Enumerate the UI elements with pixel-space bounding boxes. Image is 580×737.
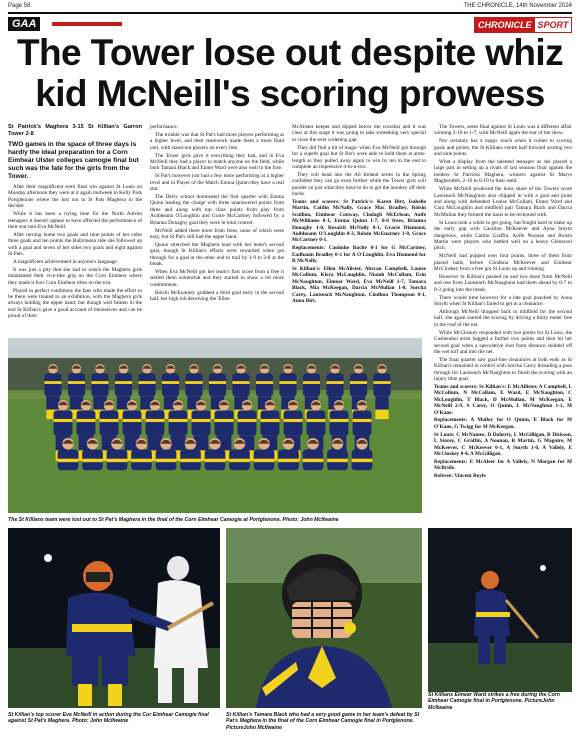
paragraph: The Towers, seem final against St Louis was a different affair winning 3-10 to 1-7, with McNeill again the star of the show. — [434, 124, 572, 137]
paragraph: While McNeill produced the lions share of the Towers score Laoiseach McNaughton also chipped in with a goal and point and along with defenders Louise McCollam, Eimer Ward and Cara McLoughlin and midfield pair Tamara Black and Darcia McMullan they formed the basis to be reckoned with. — [434, 186, 572, 218]
paragraph: When Eva McNeill got her team's first score from a free it settled them somewhat and they started to show a bit more commitment. — [150, 269, 284, 288]
team-photo-image — [8, 338, 422, 513]
section-row — [8, 16, 572, 32]
team-list-st-killians: St Killian's: Ellen McAlister, Abrcan Campbell, Louise McCollum, Kiera McLaughlin, Niamh McCollam, Erin McNaughton, Eimear Ward, Eva McNeill 1-7, Tamara Black, Mia McKeegan, Darcia McMullan 1-0, Sorcha Carey, Laoiseach McNaughton, Clodhna Thompson 0-1, Anna Birt. — [292, 266, 426, 305]
replacements-st-louis: Replacements: E McAleer for A Vallely, N Morgan for M McBride. — [434, 458, 572, 472]
paragraph: McAlister keeper and dipped below the crossbar and it was clear at this stage it was going to take something very special to close the ever widening gap. — [292, 124, 426, 143]
paragraph: St Pat's however just had a few more performing at a higher level and in Player of the Match Emma Quinn they have a real star. — [150, 173, 284, 193]
article-columns — [8, 124, 572, 480]
paragraph: While McCloskey responded with two points for St Louis, the Cushendun artist bagged a further two points and then hit her second goal when a speculative shot from distance skidded off the wet turf and into the net. — [434, 329, 572, 355]
paragraph: After their magnificent semi final win against St Louis on Monday afternoon they were at it again midweek in Kelly Park Portglenone where the lost out to St Pats Maghera in the decider. — [8, 184, 142, 210]
paragraph: performance. — [150, 124, 179, 130]
chronicle-sport-tag — [474, 17, 572, 33]
paragraph: Although McNeill dropped back to midfield for the second half, she again started the scoring by driving a thirty meter free to the roof of the net. — [434, 308, 572, 328]
paragraph: Nor certainly has a magic touch when it comes to scoring goals and points, the St Killians centre half forward scoring two and nine points. — [434, 138, 572, 158]
action-photo-tamara-black — [226, 528, 422, 708]
gaa-accent-bar — [52, 22, 122, 26]
paragraph: St Louis took a while to get going, but fought hard to make up the early gap with Caoilinn McKeever and Anna Smyth dangerous, while Caitlin Graffin, Aoife Noonan and Roisin Martin were players who battled well on a heavy Glenravel pitch. — [434, 219, 572, 252]
paragraph: However St Killian's pushed on and two more from McNeill and one from Laoiseach McNaughton had them ahead by 0-7 to 0-3 going into the break. — [434, 273, 572, 293]
paragraph: McNeill added three more from frees, none of which were easy, but St Pat's still had the upper hand. — [150, 227, 284, 240]
team-list-st-louis: St Louis: C McNamee, D Doherty, L McGilligan, R Dickson, L Storey, C Graffin, A Noonan, R Martin, G Maguire, M McKeever, C McKeever 0-1, A Smyth 1-0, A Vallely, E McCloskey 0-4, A McGilligan. — [434, 431, 572, 457]
paragraph: They did find a bit of magic when Eva McNeill got through for a superb goal but St Pat's were able to hold them at arms-length as they pulled away again to win by ten in the end to complete an impressive 4-in-a-row. — [292, 144, 426, 170]
article-column-3 — [292, 124, 426, 339]
team-photo — [8, 338, 422, 513]
paragraph: The Derry school dominated the first quarter with Emma Quinn leading the charge with three unanswered points from three and along with top class points from play from Aoibheann O'Loughlin and Grace McCartney followed by a Brianna Donaghy goal they were in total control. — [150, 194, 284, 226]
paragraph: The trouble was that St Pat's had more players performing at a higher level, and their teamwork made them a more fluid unit, with stand-out players on every line. — [150, 131, 284, 151]
gaa-section-tag — [8, 17, 128, 31]
standfirst: TWO games in the space of three days is hardly the ideal preparation for a Corn Eimhear Ulster colleges camogie final but such was the fate for the girls from the Tower. — [8, 141, 139, 180]
photo3-caption: St Killians Eimear Ward strikes a free during the Corn Eimhear Camogie final in Portglenone. PictureJohn McIlwaine — [428, 692, 572, 711]
article-column-2 — [150, 124, 284, 339]
headline: The Tower lose out despite whiz kid McNeill's scoring prowess — [16, 32, 564, 114]
referee-line: Referee: Vincent Boyle — [434, 473, 486, 480]
paragraph: The final quarter saw goal-line clearances at both ends as St Killian's remained in control with Sorcha Carey threading a pass through for Laoiseach McNaughton to finish the scoring with an injury time goal. — [434, 356, 572, 383]
team-list-semi-final: Teams and scorers: St Killian's: E McAllister, A Campbell, L McCollum, N McCollam, E Ward, E McNaughton, C McLoughlin, T Black, D McMullan, M McKeegan, E McNeill 2-9, S Carey, O Quinn, L McNaughton 1-1, M O'Kane. — [434, 383, 572, 416]
paragraph: While it has been a trying time for the North Antrim teenagers it doesn't appear to have affected the performance of their star turn Eva McNeill. — [8, 211, 142, 230]
page-header — [8, 3, 572, 11]
paragraph: After turning home two goals and nine points of her sides three goals and ten points the Ballymena side she followed up with a goal and seven of her sides two goals and eight against St Pats. — [8, 231, 142, 258]
action-photo-eimear-ward — [428, 528, 572, 708]
photo1-caption: St Killian's top scorer Eva McNeill in action during the Cor Eimhear Camogie final against St Pat's Maghera. Photo: John McIlwaine — [8, 712, 209, 725]
header-rule — [8, 12, 572, 14]
masthead-date: THE CHRONICLE, 14th November 2024 — [463, 3, 572, 9]
chronicle-label: CHRONICLE — [475, 18, 535, 32]
replacements-semi-final: Replacements: A Molloy for O Quinn, E Black for M O'Kane, G Twigg for M McKeegan. — [434, 417, 572, 430]
paragraph: Played in perfect conditions the fans who made the effort to be there were treated to an exhibition, with the Maghera girls always holding the upper hand, but though well beaten in the end St Killian's gave a good account of themselves and can be proud of their — [8, 287, 142, 320]
photo2-caption: St Killian's Tamara Black who had a very good game in her team's defeat by St Pat's Maghera in the final of the Corn Eimhear Camogie final in Portglenone. PictureJohn McIlwaine — [226, 712, 420, 731]
result-kicker: St Patrick's Maghera 3-15 St Killian's Garron Tower 2-8 — [8, 124, 142, 137]
paragraph: The Tower girls gave it everything they had, and in Eva McNeill they had a player to match anyone on the field, while both Tamara Black and Eimer Ward were also well to the fore. — [150, 152, 284, 172]
team-photo-caption: The St Killians team were lost out to St Pat's Maghera in the final of the Corn Eimhear Camogie at Portglenone. Photo: John McIlwaine — [8, 517, 339, 523]
paragraph: Quinn stretched the Maghera lead with her team's second goal, though St Killian's efforts were rewarded when got through for a goal at the other end to trail by 1-9 to 2-8 at the break. — [150, 241, 284, 268]
paragraph: What a display from the talented teenager as she played a large part in setting up a rivals of last seasons final against the holders St Patricks Maghera, winners against St Marys Magherafelt, 2-10 to 0-10 in their semi. — [434, 159, 572, 185]
article-column-1 — [8, 124, 142, 339]
paragraph: It was just a pity that she had to watch the Maghera girls maintained their vice-like grip on the Corn Eimhear where they made it four Corn Eimhear titles on the trot. — [8, 266, 142, 286]
sport-label: SPORT — [537, 20, 569, 30]
team-list-st-patricks: Teams and scorers: St Patrick's: Karen Birt, Isabelle Martin, Caitlin McNally, Grace Mac Bradley, Róisín Scullion, Eimhear Conway, Clodagh McErlean, Aoife McWilliams 0-1, Emma Quinn 1-7, 0-6 frees, Brianna Donaghy 1-0, Rosaich McNally 0-1, Gracie Diamond, Aoibheann O'Loughlin 0-3, Róisín McEnarney 1-0, Grace McCartney 0-1. — [292, 198, 426, 244]
replacements-st-patricks: Replacements: Caoimhe Roche 0-1 for G McCartney, Eadhaoin Bradley 0-1 for A O'Loughlin, Eva Diamond for R McNally. — [292, 245, 426, 265]
gaa-label: GAA — [8, 17, 40, 31]
page-number: Page 58 — [8, 3, 31, 9]
paragraph: Róisín McEnarney grabbed a third goal early in the second half, her high lob deceiving the 'Ellen — [150, 289, 284, 303]
paragraph: McNeill had popped over four points, three of them from placed balls, before Cliodhna McKeever and Eimhear McCloskey from a free got St Louis up and running. — [434, 253, 572, 273]
action-photo-eva-mcneill — [8, 528, 220, 708]
paragraph: They will head into the All Ireland series in the Spring confident they can go even further while the Tower girls will ponder on just what they have to do to get the monkey off their backs. — [292, 171, 426, 198]
paragraph: A magnificent achievement in anyone's language. — [13, 258, 119, 265]
paragraph: There would time however for a late goal poached by Anna Smyth when St Killian's failed to get in a clearance. — [434, 294, 572, 308]
